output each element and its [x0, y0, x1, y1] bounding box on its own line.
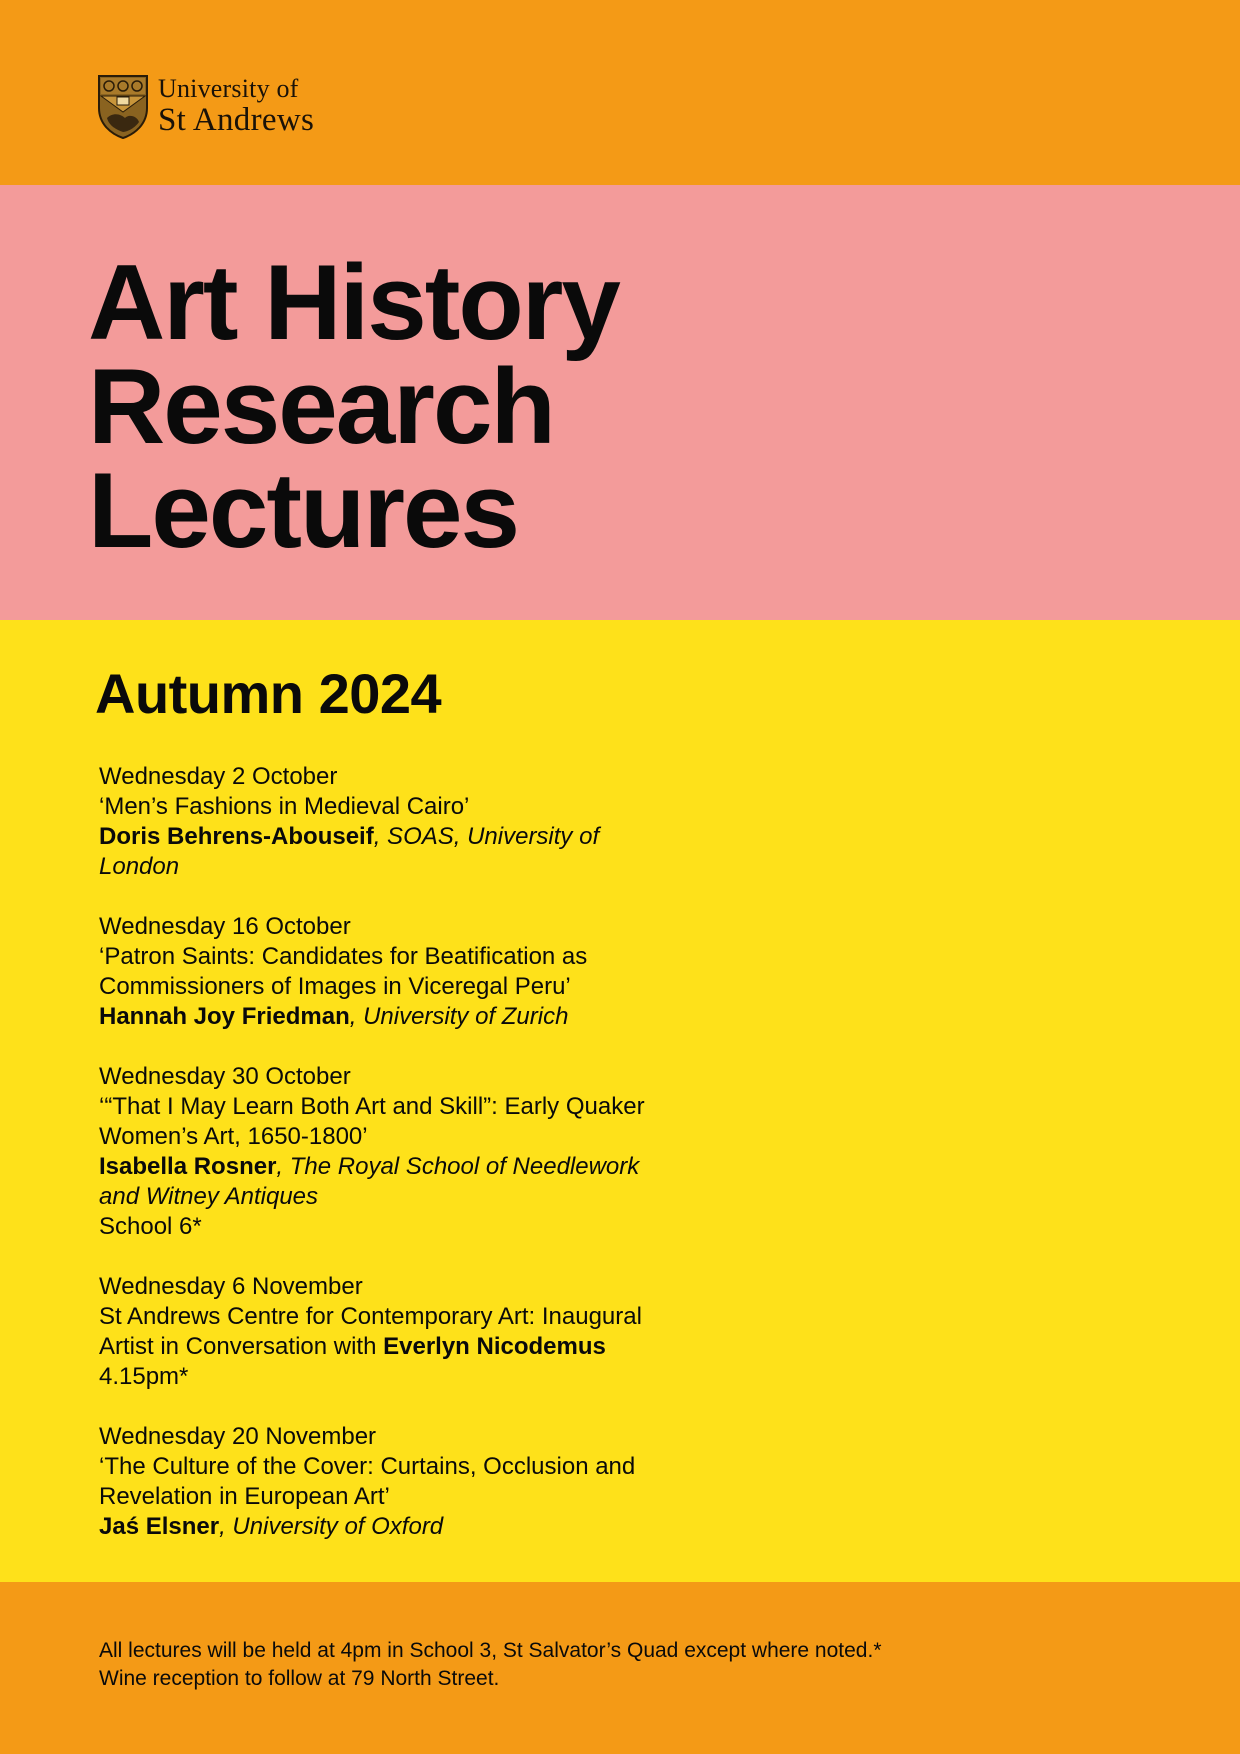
- event-note: School 6*: [99, 1213, 202, 1240]
- season-heading: Autumn 2024: [95, 662, 442, 725]
- speaker-name: Jaś Elsner: [99, 1513, 220, 1540]
- event-date: Wednesday 30 October: [99, 1063, 351, 1090]
- event-title-prefix: Artist in Conversation with: [99, 1333, 384, 1360]
- footer-line-2: Wine reception to follow at 79 North Street.: [99, 1667, 500, 1690]
- event-title-cont: Revelation in European Art’: [99, 1483, 390, 1510]
- event-date: Wednesday 6 November: [99, 1273, 363, 1300]
- event-date: Wednesday 2 October: [99, 763, 338, 790]
- event-speaker-line: [99, 1002, 645, 1032]
- event-title: ‘Patron Saints: Candidates for Beatification as: [99, 943, 588, 970]
- footer-line-1: All lectures will be held at 4pm in School 3, St Salvator’s Quad except where noted.*: [99, 1639, 882, 1662]
- event-title-cont: Commissioners of Images in Viceregal Peru’: [99, 973, 571, 1000]
- event-item: [99, 1272, 645, 1392]
- title-line-1: Art History: [88, 242, 619, 362]
- page-title: [88, 242, 619, 570]
- event-speaker-line: [99, 1152, 645, 1182]
- event-item: [99, 762, 645, 882]
- event-item: [99, 1422, 645, 1542]
- university-crest-icon: [97, 74, 149, 140]
- event-title-cont: [99, 1332, 645, 1362]
- event-title: St Andrews Centre for Contemporary Art: Inaugural: [99, 1303, 642, 1330]
- speaker-affiliation-cont: London: [99, 853, 180, 880]
- event-list: [99, 762, 645, 1572]
- title-line-3: Lectures: [88, 450, 519, 570]
- event-item: [99, 1062, 645, 1242]
- event-speaker-line: [99, 822, 645, 852]
- event-title: ‘Men’s Fashions in Medieval Cairo’: [99, 793, 470, 820]
- event-title: ‘The Culture of the Cover: Curtains, Occlusion and: [99, 1453, 636, 1480]
- event-speaker-line: [99, 1512, 645, 1542]
- event-date: Wednesday 20 November: [99, 1423, 377, 1450]
- university-logo: [97, 74, 314, 140]
- event-item: [99, 912, 645, 1032]
- speaker-name: Hannah Joy Friedman: [99, 1003, 350, 1030]
- speaker-affiliation: , SOAS, University of: [373, 823, 600, 850]
- speaker-name: Doris Behrens-Abouseif: [99, 823, 374, 850]
- speaker-affiliation: , University of Oxford: [219, 1513, 444, 1540]
- title-line-2: Research: [88, 346, 554, 466]
- event-title-cont: Women’s Art, 1650-1800’: [99, 1123, 368, 1150]
- logo-line-1: University of: [158, 74, 299, 103]
- event-note: 4.15pm*: [99, 1363, 189, 1390]
- speaker-affiliation: , The Royal School of Needlework: [276, 1153, 640, 1180]
- event-title: ‘“That I May Learn Both Art and Skill”: Early Quaker: [99, 1093, 645, 1120]
- event-date: Wednesday 16 October: [99, 913, 351, 940]
- speaker-affiliation: , University of Zurich: [349, 1003, 569, 1030]
- speaker-affiliation-cont: and Witney Antiques: [99, 1183, 319, 1210]
- speaker-name: Everlyn Nicodemus: [383, 1333, 606, 1360]
- logo-line-2: St Andrews: [158, 102, 315, 138]
- footer-note: [99, 1637, 882, 1693]
- speaker-name: Isabella Rosner: [99, 1153, 277, 1180]
